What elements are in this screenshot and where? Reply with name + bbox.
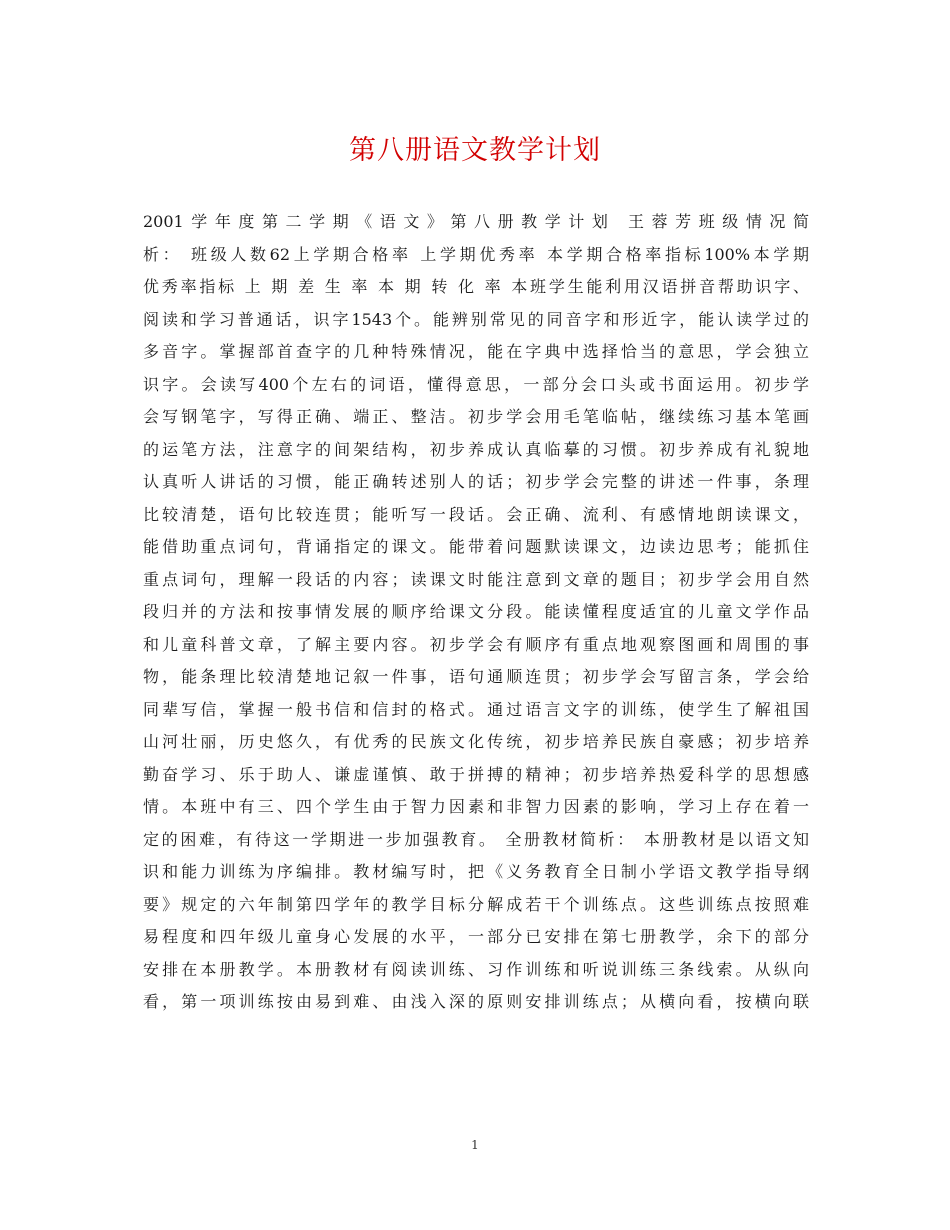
body-line: 看，第一项训练按由易到难、由浅入深的原则安排训练点；从横向看，按横向联 [143,992,809,1011]
body-line: 的运笔方法，注意字的间架结构，初步养成认真临摹的习惯。初步养成有礼貌地 [143,439,809,459]
body-line: 会写钢笔字，写得正确、端正、整洁。初步学会用毛笔临帖，继续练习基本笔画 [143,407,809,426]
body-line: 优秀率指标 上 期 差 生 率 本 期 转 化 率 本班学生能利用汉语拼音帮助识字、 [143,277,809,296]
body-line: 同辈写信，掌握一般书信和信封的格式。通过语言文字的训练，使学生了解祖国 [143,699,809,719]
body-line: 勤奋学习、乐于助人、谦虚谨慎、敢于拼搏的精神；初步培养热爱科学的思想感 [143,764,809,784]
body-line: 易程度和四年级儿童身心发展的水平，一部分已安排在第七册教学，余下的部分 [143,927,809,946]
body-line: 安排在本册教学。本册教材有阅读训练、习作训练和听说训练三条线索。从纵向 [143,959,809,979]
document-body [143,206,809,1019]
body-line: 定的困难，有待这一学期进一步加强教育。 全册教材简析： 本册教材是以语文知 [143,829,809,849]
body-line: 认真听人讲话的习惯，能正确转述别人的话；初步学会完整的讲述一件事，条理 [143,472,809,491]
body-line: 多音字。掌握部首查字的几种特殊情况，能在字典中选择恰当的意思，学会独立 [143,342,809,361]
body-line: 情。本班中有三、四个学生由于智力因素和非智力因素的影响，学习上存在着一 [143,797,809,816]
body-line: 识和能力训练为序编排。教材编写时，把《义务教育全日制小学语文教学指导纲 [143,862,809,881]
body-line: 比较清楚，语句比较连贯；能听写一段话。会正确、流利、有感情地朗读课文， [143,504,809,524]
body-line: 析： 班级人数62上学期合格率 上学期优秀率 本学期合格率指标100%本学期 [143,244,809,264]
body-line: 和儿童科普文章，了解主要内容。初步学会有顺序有重点地观察图画和周围的事 [143,634,809,654]
body-line: 能借助重点词句，背诵指定的课文。能带着问题默读课文，边读边思考；能抓住 [143,537,809,556]
document-title: 第八册语文教学计划 [349,135,601,166]
body-line: 重点词句，理解一段话的内容；读课文时能注意到文章的题目；初步学会用自然 [143,569,809,589]
body-line: 物，能条理比较清楚地记叙一件事，语句通顺连贯；初步学会写留言条，学会给 [143,667,809,686]
body-line: 2001学年度第二学期《语文》第八册教学计划 王蓉芳班级情况简 [143,212,809,231]
body-line: 段归并的方法和按事情发展的顺序给课文分段。能读懂程度适宜的儿童文学作品 [143,602,809,621]
page-number: 1 [471,1138,479,1152]
body-line: 要》规定的六年制第四学年的教学目标分解成若干个训练点。这些训练点按照难 [143,894,809,914]
body-line: 识字。会读写400个左右的词语，懂得意思，一部分会口头或书面运用。初步学 [143,374,809,394]
body-line: 山河壮丽，历史悠久，有优秀的民族文化传统，初步培养民族自豪感；初步培养 [143,732,809,751]
body-line: 阅读和学习普通话，识字1543个。能辨别常见的同音字和形近字，能认读学过的 [143,309,809,329]
